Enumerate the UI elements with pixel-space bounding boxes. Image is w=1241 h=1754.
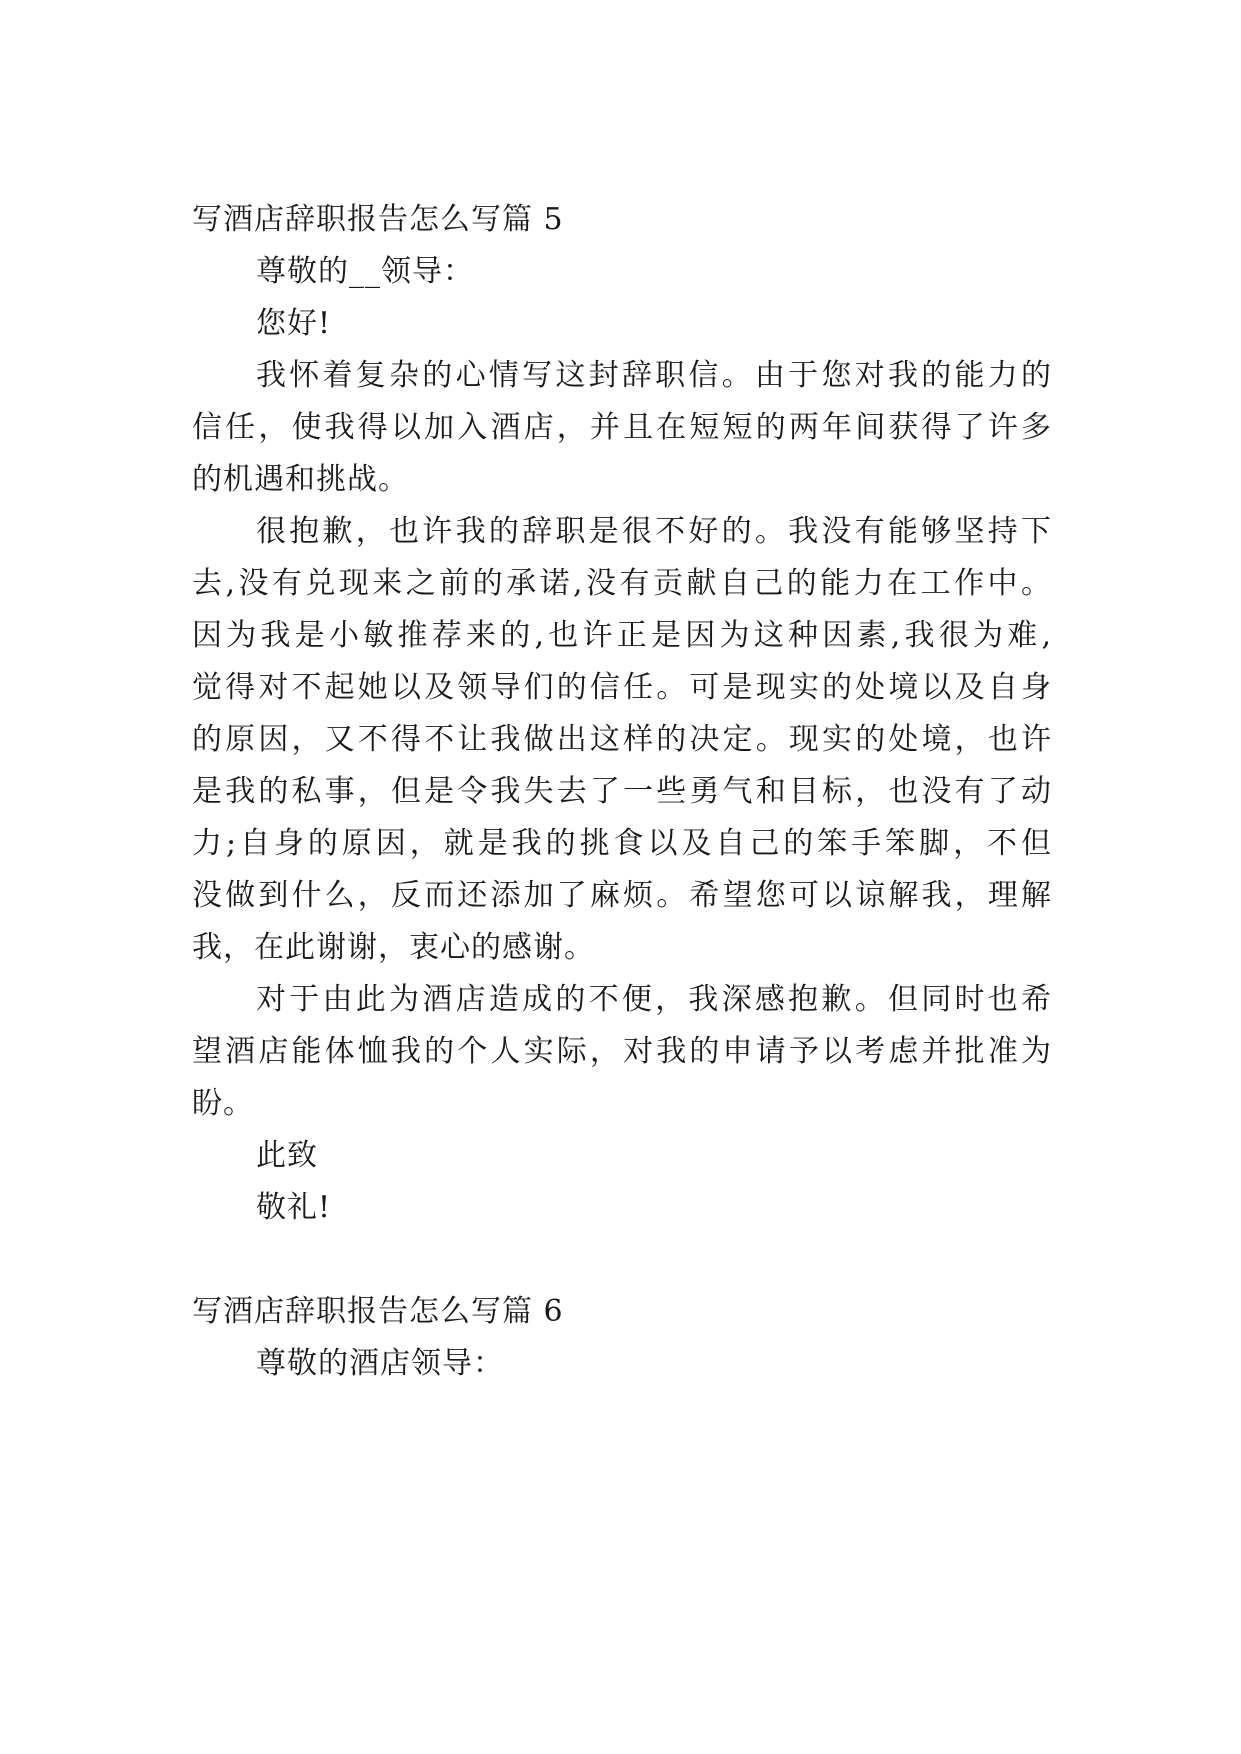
paragraph-3-line: 盼。 (192, 1086, 254, 1121)
salutation: 尊敬的酒店领导： (256, 1346, 504, 1381)
salutation: 尊敬的__领导： (256, 254, 474, 289)
greeting: 您好! (256, 306, 332, 341)
paragraph-2-line: 因为我是小敏推荐来的,也许正是因为这种因素,我很为难, (192, 618, 1052, 653)
paragraph-2-line: 去,没有兑现来之前的承诺,没有贡献自己的能力在工作中。 (192, 566, 1052, 601)
closing-line-1: 此致 (256, 1138, 318, 1173)
closing-line-2: 敬礼! (256, 1190, 332, 1225)
paragraph-2-line: 力;自身的原因，就是我的挑食以及自己的笨手笨脚，不但 (192, 826, 1052, 861)
section-5-title: 写酒店辞职报告怎么写篇 5 (192, 202, 564, 237)
paragraph-2-line: 觉得对不起她以及领导们的信任。可是现实的处境以及自身 (192, 670, 1052, 705)
paragraph-2-line: 很抱歉，也许我的辞职是很不好的。我没有能够坚持下 (256, 514, 1052, 549)
section-6-title: 写酒店辞职报告怎么写篇 6 (192, 1294, 564, 1329)
paragraph-2-line: 没做到什么，反而还添加了麻烦。希望您可以谅解我，理解 (192, 878, 1052, 913)
paragraph-2-line: 的原因，又不得不让我做出这样的决定。现实的处境，也许 (192, 722, 1052, 757)
paragraph-3-line: 对于由此为酒店造成的不便，我深感抱歉。但同时也希 (256, 982, 1052, 1017)
paragraph-3-line: 望酒店能体恤我的个人实际，对我的申请予以考虑并批准为 (192, 1034, 1052, 1069)
paragraph-1-line: 的机遇和挑战。 (192, 462, 409, 497)
paragraph-1-line: 我怀着复杂的心情写这封辞职信。由于您对我的能力的 (256, 358, 1052, 393)
paragraph-2-line: 我，在此谢谢，衷心的感谢。 (192, 930, 595, 965)
paragraph-2-line: 是我的私事，但是令我失去了一些勇气和目标，也没有了动 (192, 774, 1052, 809)
paragraph-1-line: 信任，使我得以加入酒店，并且在短短的两年间获得了许多 (192, 410, 1052, 445)
